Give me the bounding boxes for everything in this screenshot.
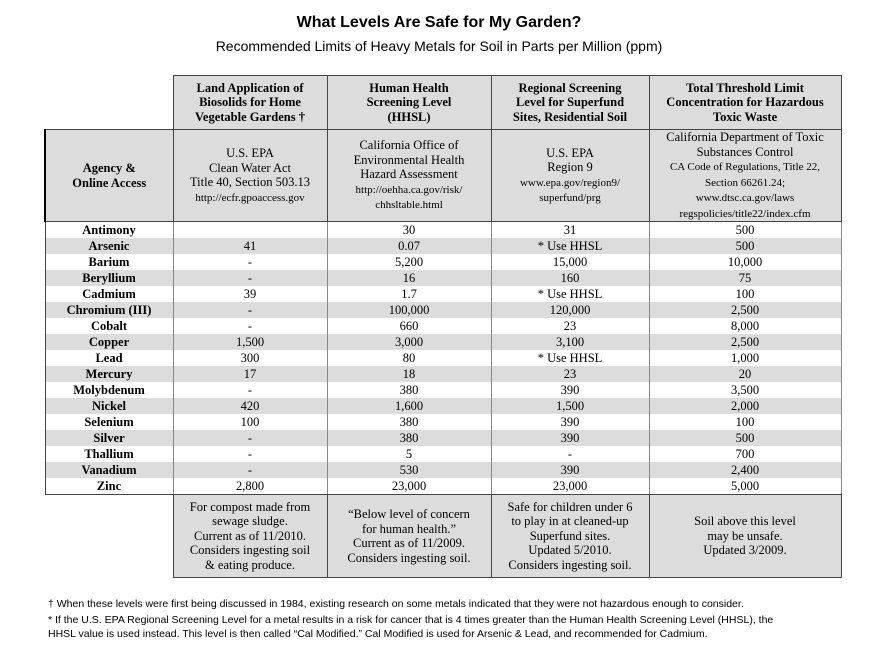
value-cell: 5 — [327, 446, 491, 462]
agency-cell — [173, 130, 327, 222]
metal-name: Beryllium — [45, 270, 173, 286]
value-cell: 23 — [491, 318, 649, 334]
table-row — [45, 430, 841, 446]
cell-line: Title 40, Section 503.13 — [189, 175, 311, 189]
agency-label — [45, 130, 173, 222]
metal-name: Antimony — [45, 222, 173, 239]
cell-line: Section 66261.24; — [704, 176, 786, 189]
cell-line: Updated 3/2009. — [703, 543, 787, 558]
note-cell — [491, 495, 649, 578]
footnote-asterisk-line1: * If the U.S. EPA Regional Screening Level for a metal results in a risk for cancer that is 4 times greater than the Human Health Screening Level (HHSL), the — [48, 614, 774, 626]
value-cell: 10,000 — [649, 254, 841, 270]
note-cell — [649, 495, 841, 578]
value-cell: 2,800 — [173, 478, 327, 495]
agency-cell — [491, 130, 649, 222]
value-cell: 380 — [327, 414, 491, 430]
value-cell: - — [173, 462, 327, 478]
table-row — [45, 382, 841, 398]
cell-line: for human health.” — [361, 521, 457, 536]
value-cell: 3,100 — [491, 334, 649, 350]
value-cell: 75 — [649, 270, 841, 286]
table-row — [45, 318, 841, 334]
value-cell: 16 — [327, 270, 491, 286]
value-cell: 500 — [649, 238, 841, 254]
cell-line: Hazard Assessment — [360, 167, 458, 182]
table-row — [45, 478, 841, 495]
cell-line: sewage sludge. — [212, 514, 288, 529]
cell-line: Considers ingesting soil. — [347, 550, 471, 565]
value-cell: 1,500 — [173, 334, 327, 350]
value-cell: 700 — [649, 446, 841, 462]
cell-line: Updated 5/2010. — [528, 543, 612, 558]
value-cell: 8,000 — [649, 318, 841, 334]
value-cell: 80 — [327, 350, 491, 366]
value-cell: - — [173, 430, 327, 446]
metal-name: Nickel — [45, 398, 173, 414]
table-row — [45, 334, 841, 350]
cell-line: http://oehha.ca.gov/risk/ — [355, 183, 463, 196]
table-row — [45, 270, 841, 286]
cell-line: Agency & — [82, 161, 136, 175]
notes-row — [45, 495, 841, 578]
cell-line: may be unsafe. — [707, 528, 783, 543]
value-cell: 1.7 — [327, 286, 491, 302]
value-cell: 41 — [173, 238, 327, 254]
value-cell: 530 — [327, 462, 491, 478]
value-cell: 15,000 — [491, 254, 649, 270]
metal-name: Silver — [45, 430, 173, 446]
cell-line: Concentration for Hazardous — [666, 95, 824, 110]
value-cell: - — [173, 446, 327, 462]
value-cell: * Use HHSL — [491, 238, 649, 254]
cell-line: Human Health — [369, 80, 449, 95]
cell-line: “Below level of concern — [348, 507, 470, 521]
cell-line: Substances Control — [696, 144, 794, 159]
metal-name: Vanadium — [45, 462, 173, 478]
value-cell: - — [491, 446, 649, 462]
cell-line: regspolicies/title22/index.cfm — [679, 207, 811, 220]
cell-line: California Department of Toxic — [666, 130, 824, 144]
value-cell: 380 — [327, 430, 491, 446]
cell-line: U.S. EPA — [226, 146, 274, 160]
value-cell: 100 — [649, 414, 841, 430]
metal-name: Molybdenum — [45, 382, 173, 398]
cell-line: Biosolids for Home — [199, 95, 301, 110]
value-cell: * Use HHSL — [491, 350, 649, 366]
cell-line: Region 9 — [547, 160, 593, 174]
metal-name: Arsenic — [45, 238, 173, 254]
value-cell: 17 — [173, 366, 327, 382]
value-cell: - — [173, 382, 327, 398]
value-cell: 31 — [491, 222, 649, 239]
cell-line: Land Application of — [196, 80, 304, 95]
value-cell: 2,000 — [649, 398, 841, 414]
metal-name: Zinc — [45, 478, 173, 495]
notes-blank-cell — [45, 495, 173, 578]
value-cell: 1,600 — [327, 398, 491, 414]
value-cell: 100 — [173, 414, 327, 430]
table-row — [45, 286, 841, 302]
cell-line: Safe for children under 6 — [507, 499, 633, 514]
cell-line: Superfund sites. — [529, 528, 611, 543]
footnote-asterisk-line2: HHSL value is used instead. This level is then called “Cal Modified.” Cal Modified is used for Arsenic & Lead, and recommended for Cadmium. — [48, 628, 708, 640]
footnote-dagger: † When these levels were first being discussed in 1984, existing research on some metals indicated that they were not hazardous enough to consider. — [48, 598, 744, 610]
value-cell: 0.07 — [327, 238, 491, 254]
value-cell: 2,500 — [649, 334, 841, 350]
table-row — [45, 222, 841, 239]
column-header — [327, 76, 491, 130]
value-cell: 5,200 — [327, 254, 491, 270]
column-header — [173, 76, 327, 130]
metal-name: Mercury — [45, 366, 173, 382]
value-cell: 20 — [649, 366, 841, 382]
value-cell: 23 — [491, 366, 649, 382]
value-cell: 3,000 — [327, 334, 491, 350]
value-cell: 380 — [327, 382, 491, 398]
metal-name: Barium — [45, 254, 173, 270]
value-cell: 500 — [649, 430, 841, 446]
value-cell: 160 — [491, 270, 649, 286]
value-cell: 23,000 — [327, 478, 491, 495]
cell-line: www.epa.gov/region9/ — [519, 176, 621, 189]
cell-line: & eating produce. — [205, 557, 295, 572]
value-cell: 23,000 — [491, 478, 649, 495]
metal-name: Cobalt — [45, 318, 173, 334]
cell-line: chhsltable.html — [375, 199, 443, 212]
page-subtitle: Recommended Limits of Heavy Metals for Soil in Parts per Million (ppm) — [215, 38, 663, 54]
heavy-metals-table — [44, 75, 842, 578]
value-cell: - — [173, 318, 327, 334]
value-cell: 660 — [327, 318, 491, 334]
table-row — [45, 366, 841, 382]
cell-line: CA Code of Regulations, Title 22, — [669, 161, 821, 173]
value-cell: 420 — [173, 398, 327, 414]
value-cell: 100 — [649, 286, 841, 302]
table-row — [45, 462, 841, 478]
cell-line: Considers ingesting soil — [189, 543, 311, 558]
table-row — [45, 446, 841, 462]
table-row — [45, 254, 841, 270]
cell-line: California Office of — [359, 138, 459, 153]
cell-line: Screening Level — [366, 95, 452, 110]
value-cell: 1,000 — [649, 350, 841, 366]
cell-line: (HHSL) — [387, 109, 431, 124]
value-cell: - — [173, 302, 327, 318]
cell-line: http://ecfr.gpoaccess.gov — [195, 191, 305, 204]
value-cell — [173, 222, 327, 239]
value-cell: 39 — [173, 286, 327, 302]
value-cell: 500 — [649, 222, 841, 239]
metal-name: Lead — [45, 350, 173, 366]
cell-line: Current as of 11/2010. — [193, 528, 307, 543]
value-cell: 30 — [327, 222, 491, 239]
cell-line: Regional Screening — [518, 80, 622, 95]
metal-name: Cadmium — [45, 286, 173, 302]
cell-line: Clean Water Act — [208, 160, 292, 175]
cell-line: U.S. EPA — [546, 145, 594, 160]
value-cell: 5,000 — [649, 478, 841, 495]
table-row — [45, 302, 841, 318]
cell-line: superfund/prg — [539, 192, 601, 204]
value-cell: - — [173, 254, 327, 270]
value-cell: * Use HHSL — [491, 286, 649, 302]
value-cell: 120,000 — [491, 302, 649, 318]
cell-line: Sites, Residential Soil — [512, 109, 628, 124]
value-cell: 390 — [491, 382, 649, 398]
column-header — [491, 76, 649, 130]
cell-line: Toxic Waste — [712, 109, 778, 124]
value-cell: 3,500 — [649, 382, 841, 398]
cell-line: Current as of 11/2009. — [352, 536, 466, 550]
agency-cell — [649, 130, 841, 222]
cell-line: Considers ingesting soil. — [508, 557, 632, 572]
note-cell — [173, 495, 327, 578]
cell-line: www.dtsc.ca.gov/laws — [695, 192, 795, 204]
value-cell: - — [173, 270, 327, 286]
cell-line: Environmental Health — [353, 152, 465, 167]
cell-line: For compost made from — [189, 499, 311, 514]
value-cell: 390 — [491, 414, 649, 430]
metal-name: Thallium — [45, 446, 173, 462]
metal-name: Chromium (III) — [45, 302, 173, 318]
value-cell: 300 — [173, 350, 327, 366]
table-row — [45, 350, 841, 366]
table-row — [45, 238, 841, 254]
value-cell: 100,000 — [327, 302, 491, 318]
value-cell: 390 — [491, 462, 649, 478]
agency-row — [45, 130, 841, 222]
cell-line: to play in at cleaned-up — [511, 514, 629, 529]
cell-line: Vegetable Gardens † — [195, 109, 305, 124]
cell-line: Level for Superfund — [515, 95, 625, 110]
header-row — [45, 76, 841, 130]
column-header — [649, 76, 841, 130]
value-cell: 2,400 — [649, 462, 841, 478]
cell-line: Online Access — [72, 175, 147, 190]
cell-line: Total Threshold Limit — [686, 80, 804, 95]
table-row — [45, 414, 841, 430]
cell-line: Soil above this level — [694, 514, 796, 529]
value-cell: 1,500 — [491, 398, 649, 414]
metal-name: Copper — [45, 334, 173, 350]
metal-name: Selenium — [45, 414, 173, 430]
note-cell — [327, 495, 491, 578]
header-blank-cell — [45, 76, 173, 130]
value-cell: 390 — [491, 430, 649, 446]
table-row — [45, 398, 841, 414]
page-title: What Levels Are Safe for My Garden? — [296, 14, 582, 31]
value-cell: 18 — [327, 366, 491, 382]
agency-cell — [327, 130, 491, 222]
value-cell: 2,500 — [649, 302, 841, 318]
